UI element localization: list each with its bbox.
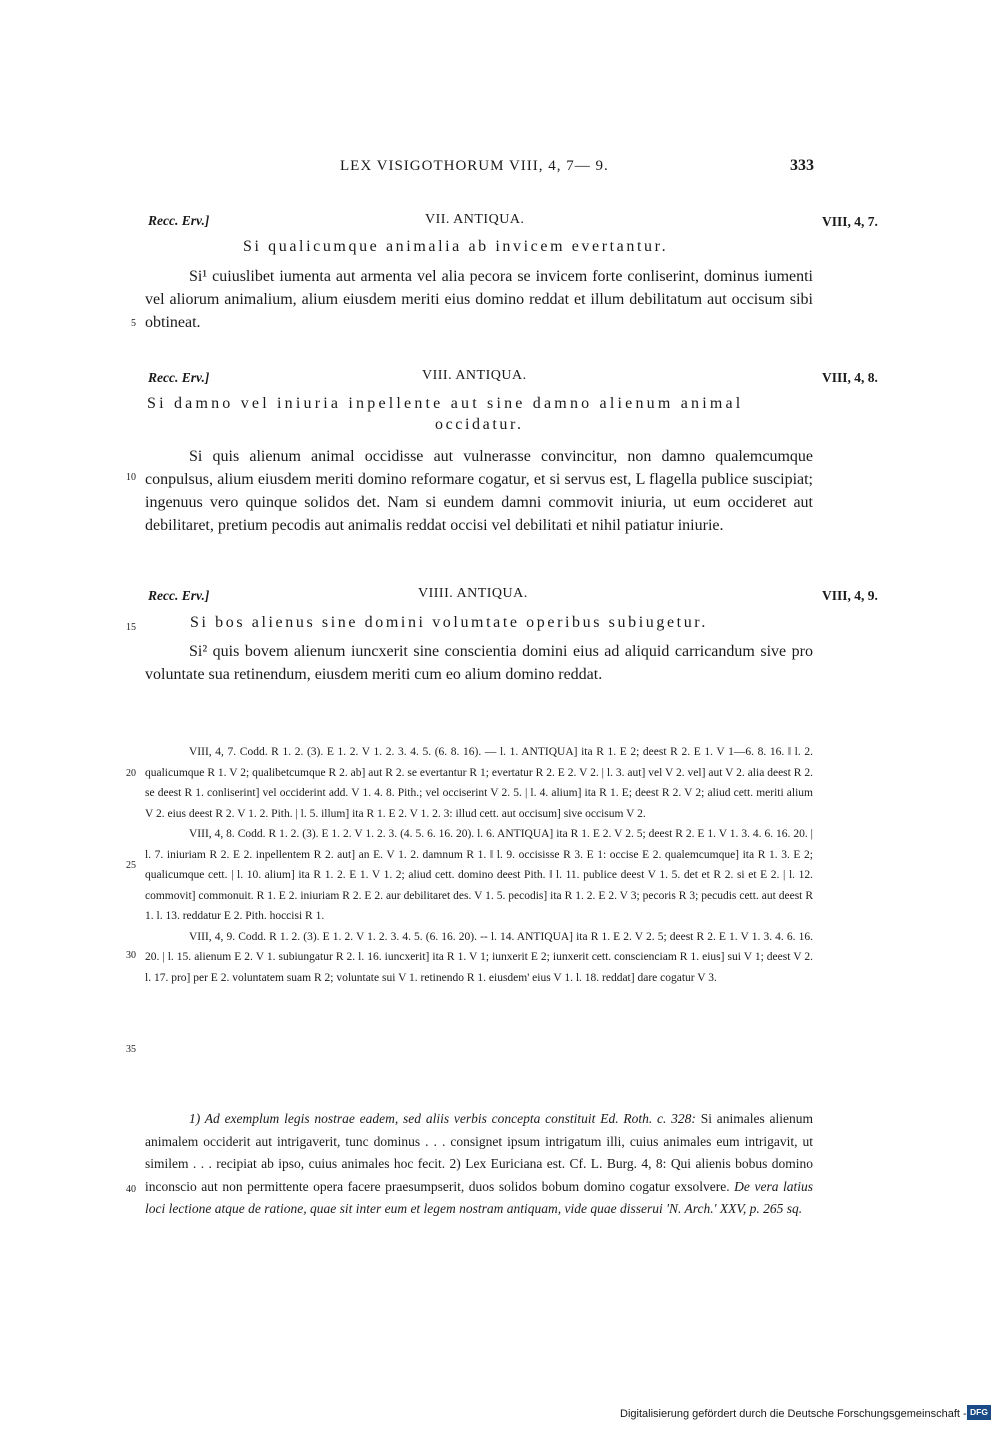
law-text [145, 445, 813, 537]
law-text [145, 640, 813, 686]
footnote-1-intro: 1) Ad exemplum legis nostrae eadem, sed aliis verbis concepta constituit Ed. Roth. c. 328: [189, 1111, 696, 1126]
line-number: 10 [126, 472, 136, 483]
chapter-rubric: Si qualicumque animalia ab invicem evertantur. [243, 238, 669, 255]
running-title: LEX VISIGOTHORUM VIII, 4, 7— 9. [340, 158, 609, 174]
line-number: 35 [126, 1044, 136, 1055]
apparatus-entry: VIII, 4, 8. Codd. R 1. 2. (3). E 1. 2. V 1. 2. 3. (4. 5. 6. 16. 20). l. 6. ANTIQUA] ita R 1. E 2. V 2. 5; deest R 2. E 1. V 1. 3. 4. 6. 16. 20. | l. 7. iniuriam R 2. E 2. inpellentem R 2. aut] an E. V 1. 2. damnum R 1. ‖ l. 9. occisisse R 3. E 1: occise E 2. qualemcumque] ita R 1. 3. E 2; qualicumque cett. | l. 10. alium] ita R 1. 2. E 1. V 1. 2; aliud cett. domino deest Pith. ‖ l. 11. publice deest V 1. 5. det et R 2. si et E 2. | l. 12. commovit] commonuit. R 1. E 2. iniuriam R 2. E 2. aur debilitaret des. V 1. 5. pecodis] ita R 1. 2. E 2. V 3; pecoris R 3; pecudis cett. aut deest R 1. l. 13. reddatur E 2. Pith. hoccisi R 1. [145, 828, 813, 922]
footnote-2-text: Qui alienis bobus domino inconscio aut non permittente opera facere praesumpserit, duos solidos bobum domino cogatur exsolvere. [145, 1156, 814, 1194]
chapter-heading: VIIII. ANTIQUA. [418, 586, 528, 601]
law-paragraph: Si² quis bovem alienum iuncxerit sine conscientia domini eius ad aliquid carricandum sive pro voluntate sua retinendum, eiusdem meriti cum eo alium domino reddat. [145, 643, 813, 683]
line-number: 40 [126, 1184, 136, 1195]
line-number: 5 [131, 318, 136, 329]
apparatus-entry: VIII, 4, 9. Codd. R 1. 2. (3). E 1. 2. V 1. 2. 3. 4. 5. (6. 16. 20). -- l. 14. ANTIQUA] ita R 1. E 2. V 2. 5; deest R 2. E 1. V 1. 3. 4. 6. 16. 20. | l. 15. alienum E 2. V 1. subiungatur R 2. l. 16. iuncxerit] ita R 1. V 1; iunxerit E 2; iunxerit cett. conscienciam R 1. eius] sui V 1; deest V 2. l. 17. pro] per E 2. voluntatem suam R 2; voluntate sui V 1. retinendo R 1. eiusdem' eius V 1. l. 18. reddat] dare cogatur V 3. [145, 930, 813, 984]
law-paragraph: Si¹ cuiuslibet iumenta aut armenta vel alia pecora se invicem forte conliserint, dominus iumenti vel aliorum animalium, alium eiusdem meriti eius domino reddat et illum debilitatum aut occisum sibi obtineat. [145, 268, 813, 331]
page-number: 333 [790, 157, 814, 174]
recension-label: Recc. Erv.] [148, 370, 210, 385]
chapter-sigla: VIII, 4, 7. [822, 214, 878, 229]
footnote-1-text: Si animales alienum animalem occiderit aut intrigaverit, tunc dominus . . . consignet ipsum intrigatum illi, cuius animales eum intrigavit, ut similem . . . recipiat ab ipso, cuius animales hoc fecit. [145, 1111, 814, 1171]
footnote-2-lead: 2) Lex Euriciana est. Cf. L. Burg. 4, 8: [449, 1156, 667, 1171]
critical-apparatus [145, 742, 813, 988]
dfg-logo: DFG [967, 1405, 991, 1420]
footnote-2-comment: De vera latius loci lectione atque de ratione, quae sit inter eum et legem nostram antiquam, vide quae disserui 'N. Arch.' XXV, p. 265 sq. [145, 1178, 813, 1216]
chapter-sigla: VIII, 4, 8. [822, 370, 878, 385]
footnotes [145, 1108, 813, 1221]
line-number: 30 [126, 950, 136, 961]
chapter-rubric-continued: occidatur. [435, 416, 524, 433]
chapter-heading: VII. ANTIQUA. [425, 212, 525, 227]
chapter-rubric: Si damno vel iniuria inpellente aut sine damno alienum animal [147, 395, 744, 412]
recension-label: Recc. Erv.] [148, 588, 210, 603]
line-number: 25 [126, 860, 136, 871]
line-number: 15 [126, 622, 136, 633]
law-text [145, 265, 813, 334]
law-paragraph: Si quis alienum animal occidisse aut vulnerasse convincitur, non damno qualemcumque conpulsus, alium eiusdem meriti domino reformare cogatur, et si servus est, L flagella publice suscipiat; ingenuus vero quinque solidos det. Nam si eundem damni commovit iniuria, ut eum occideret aut debilitaret, pretium pecodis aut animalis reddat occisi vel debilitati et nihil patiatur iniurie. [145, 448, 813, 534]
digitization-credit: Digitalisierung gefördert durch die Deutsche Forschungsgemeinschaft - [620, 1408, 967, 1420]
line-number: 20 [126, 768, 136, 779]
recension-label: Recc. Erv.] [148, 213, 210, 228]
chapter-rubric: Si bos alienus sine domini volumtate operibus subiugetur. [190, 614, 708, 631]
chapter-sigla: VIII, 4, 9. [822, 588, 878, 603]
apparatus-entry: VIII, 4, 7. Codd. R 1. 2. (3). E 1. 2. V 1. 2. 3. 4. 5. (6. 8. 16). — l. 1. ANTIQUA] ita R 1. E 2; deest R 2. E 1. V 1—6. 8. 16. ‖ l. 2. qualicumque R 1. V 2; qualibetcumque R 2. ab] aut R 2. se evertantur R 1; evertatur R 2. E 2. V 2. | l. 3. aut] vel V 2. vel] aut V 2. alia deest R 2. se deest R 1. conliserint] vel occiderint add. V 1. 4. 8. Pith.; vel occiserint V 2. 5. | l. 4. alium] ita R 1. E; deest R 2. V 2; aliud cett. meriti alium V 2. eius deest R 2. V 1. 2. Pith. | l. 5. illum] ita R 1. E 2. V 1. 2. 3: illud cett. aut occisum] sive occisum V 2. [145, 746, 813, 820]
chapter-heading: VIII. ANTIQUA. [422, 368, 527, 383]
